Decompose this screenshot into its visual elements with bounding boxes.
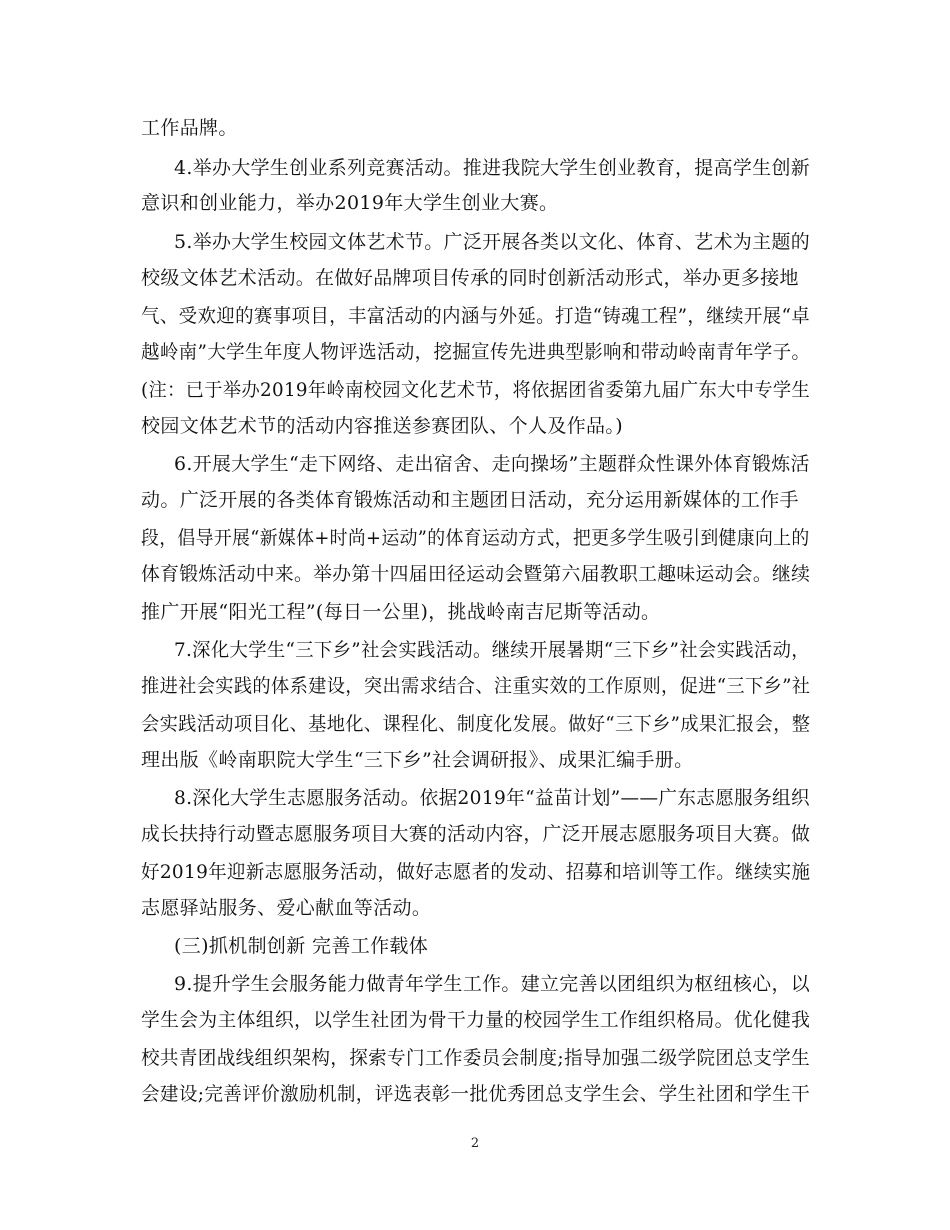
text-line: 校园文体艺术节的活动内容推送参赛团队、个人及作品。) — [141, 415, 624, 437]
text-line: 4.举办大学生创业系列竞赛活动。推进我院大学生创业教育，提高学生创新 — [174, 157, 811, 179]
text-line: 会实践活动项目化、基地化、课程化、制度化发展。做好“三下乡”成果汇报会，整 — [141, 713, 811, 735]
text-line: 好2019年迎新志愿服务活动，做好志愿者的发动、招募和培训等工作。继续实施 — [141, 861, 811, 883]
text-line: 校共青团战线组织架构，探索专门工作委员会制度;指导加强二级学院团总支学生 — [141, 1047, 811, 1069]
text-line: 推进社会实践的体系建设，突出需求结合、注重实效的工作原则，促进“三下乡”社 — [141, 675, 811, 697]
text-line: 理出版《岭南职院大学生“三下乡”社会调研报》、成果汇编手册。 — [141, 749, 694, 771]
text-line: 体育锻炼活动中来。举办第十四届田径运动会暨第六届教职工趣味运动会。继续 — [141, 563, 811, 585]
text-line: 段，倡导开展“新媒体+时尚+运动”的体育运动方式，把更多学生吸引到健康向上的 — [141, 527, 810, 549]
text-line: 6.开展大学生“走下网络、走出宿舍、走向操场”主题群众性课外体育锻炼活 — [174, 453, 810, 475]
text-line: 动。广泛开展的各类体育锻炼活动和主题团日活动，充分运用新媒体的工作手 — [141, 489, 799, 511]
text-line: 校级文体艺术活动。在做好品牌项目传承的同时创新活动形式，举办更多接地 — [141, 267, 799, 289]
page-number: 2 — [470, 1136, 480, 1151]
text-line: 越岭南”大学生年度人物评选活动，挖掘宣传先进典型影响和带动岭南青年学子。 — [141, 341, 811, 363]
text-line: 9.提升学生会服务能力做青年学生工作。建立完善以团组织为枢纽核心，以 — [174, 973, 811, 995]
text-line: 8.深化大学生志愿服务活动。依据2019年“益苗计划”——广东志愿服务组织 — [174, 787, 810, 809]
text-line: 气、受欢迎的赛事项目，丰富活动的内涵与外延。打造“铸魂工程”，继续开展“卓 — [141, 305, 811, 327]
text-line: 意识和创业能力，举办2019年大学生创业大赛。 — [141, 192, 559, 214]
text-line: 5.举办大学生校园文体艺术节。广泛开展各类以文化、体育、艺术为主题的 — [174, 231, 811, 253]
text-line: 会建设;完善评价激励机制，评选表彰一批优秀团总支学生会、学生社团和学生干 — [141, 1083, 811, 1105]
text-line: 成长扶持行动暨志愿服务项目大赛的活动内容，广泛开展志愿服务项目大赛。做 — [141, 823, 811, 845]
text-line: 学生会为主体组织，以学生社团为骨干力量的校园学生工作组织格局。优化健我 — [141, 1009, 811, 1031]
text-line: 7.深化大学生“三下乡”社会实践活动。继续开展暑期“三下乡”社会实践活动， — [174, 639, 810, 661]
text-line: (注：已于举办2019年岭南校园文化艺术节，将依据团省委第九届广东大中专学生 — [141, 379, 811, 401]
text-line: 工作品牌。 — [141, 117, 238, 139]
text-line: 推广开展“阳光工程”(每日一公里)，挑战岭南吉尼斯等活动。 — [141, 601, 661, 623]
section-heading: (三)抓机制创新 完善工作载体 — [174, 935, 429, 957]
text-line: 志愿驿站服务、爱心献血等活动。 — [141, 897, 432, 919]
